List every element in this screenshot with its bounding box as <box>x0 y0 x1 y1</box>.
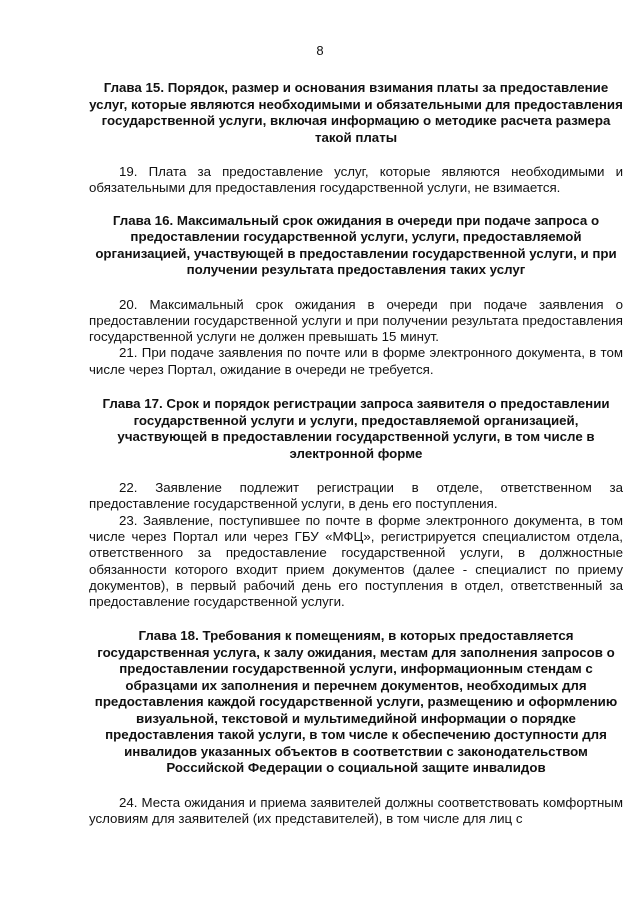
chapter-17-heading: Глава 17. Срок и порядок регистрации запроса заявителя о предоставлении государственной услуги и услуги, предоставляемой организацией, участвующей в предоставлении государственной услуги, в том числе в электронной форме <box>102 396 610 461</box>
paragraph-24: 24. Места ожидания и приема заявителей должны соответствовать комфортным условиям для заявителей (их представителей), в том числе для лиц с <box>89 794 623 827</box>
paragraph-23: 23. Заявление, поступившее по почте в форме электронного документа, в том числе через Портал или через ГБУ «МФЦ», регистрируется специалистом отдела, ответственного за предоставление государственной услуги, в должностные обязанности которого входит прием документов (далее - специалист по приему документов), в первый рабочий день его поступления в отдел, ответственный за предоставление государственной услуги. <box>89 512 623 610</box>
paragraph-20: 20. Максимальный срок ожидания в очереди при подаче заявления о предоставлении государственной услуги и при получении результата предоставления государственной услуги не должен превышать 15 минут. <box>89 296 623 345</box>
chapter-18-heading: Глава 18. Требования к помещениям, в которых предоставляется государственная услуга, к залу ожидания, местам для заполнения запросов о предоставлении государственной услуги, информационным стендам с образцами их заполнения и перечнем документов, необходимых для предоставления каждой государственной услуги, размещению и оформлению визуальной, текстовой и мультимедийной информации о порядке предоставления такой услуги, в том числе к обеспечению доступности для инвалидов указанных объектов в соответствии с законодательством Российской Федерации о социальной защите инвалидов <box>94 628 618 776</box>
paragraph-21: 21. При подаче заявления по почте или в форме электронного документа, в том числе через Портал, ожидание в очереди не требуется. <box>89 345 623 377</box>
document-body <box>89 80 623 828</box>
paragraph-19: 19. Плата за предоставление услуг, которые являются необходимыми и обязательными для предоставления государственной услуги, не взимается. <box>89 164 623 196</box>
chapter-15-heading: Глава 15. Порядок, размер и основания взимания платы за предоставление услуг, которые являются необходимыми и обязательными для предоставления государственной услуги, включая информацию о методике расчета размера такой платы <box>89 80 623 145</box>
paragraph-22: 22. Заявление подлежит регистрации в отделе, ответственном за предоставление государственной услуги, в день его поступления. <box>89 480 623 512</box>
page-number: 8 <box>316 43 324 58</box>
chapter-16-heading: Глава 16. Максимальный срок ожидания в очереди при подаче запроса о предоставлении государственной услуги, услуги, предоставляемой организацией, участвующей в предоставлении государственной услуги, и при получении результата предоставления таких услуг <box>95 212 617 278</box>
